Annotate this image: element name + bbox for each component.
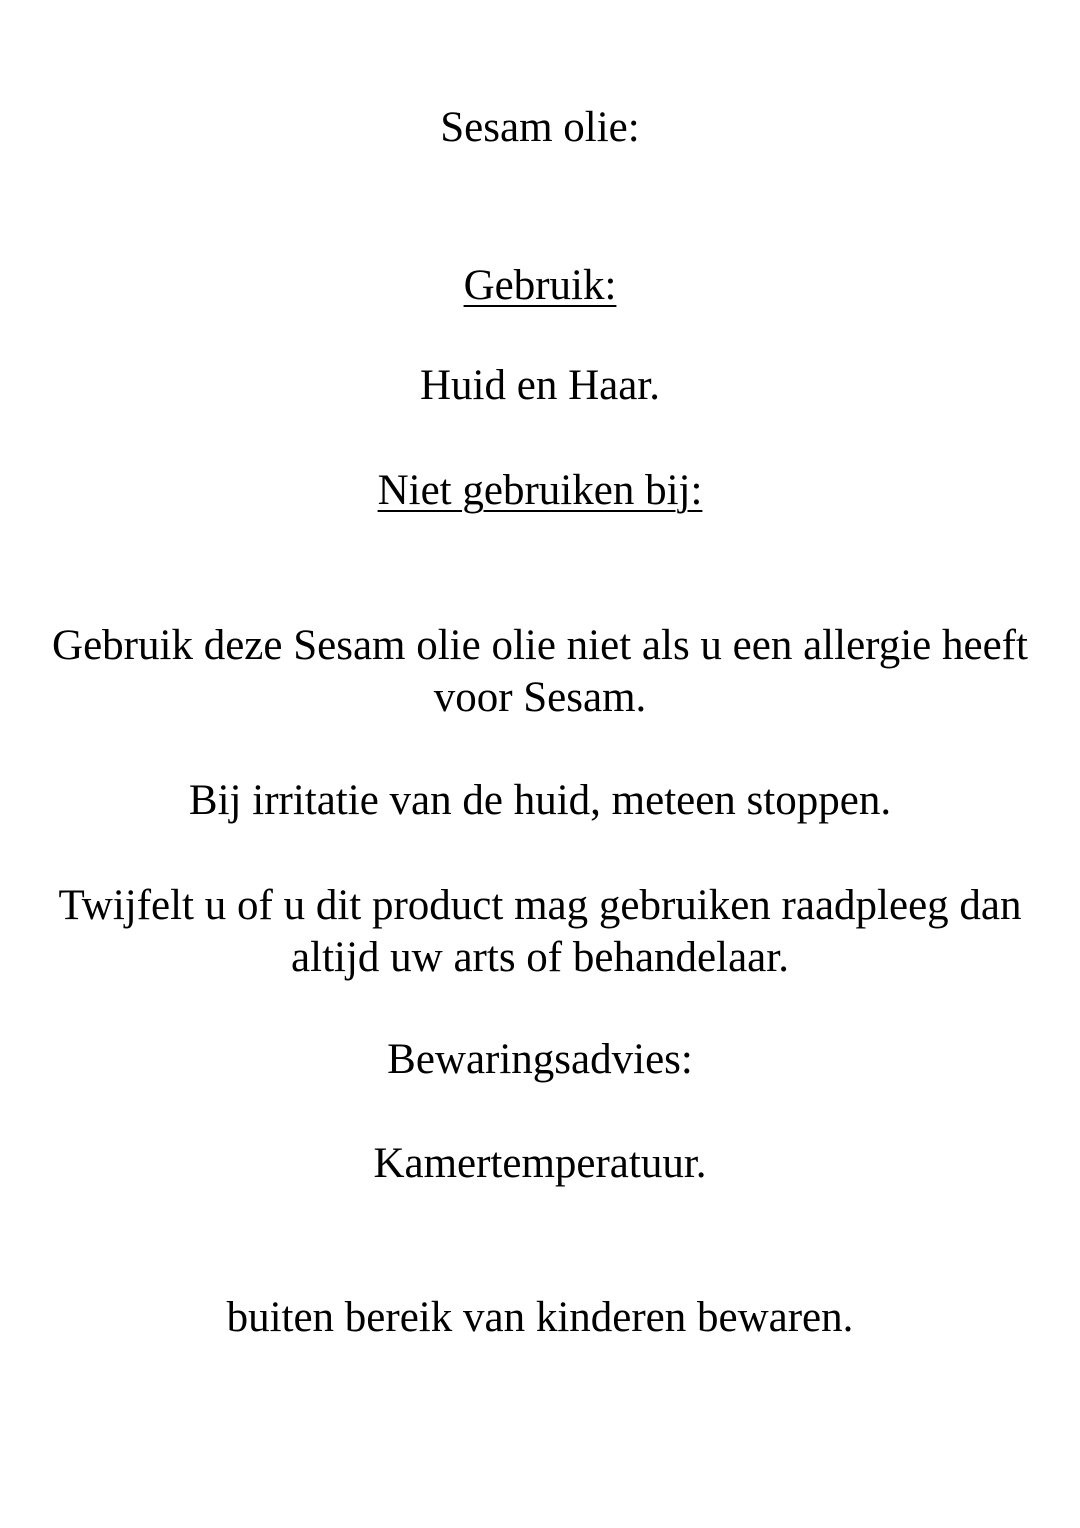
doubt-advice: [0, 880, 1080, 984]
doubt-advice-line1: Twijfelt u of u dit product mag gebruiken raadpleeg dan: [58, 882, 1022, 929]
document-title: Sesam olie:: [440, 104, 640, 151]
allergy-warning: [0, 620, 1080, 724]
usage-text: Huid en Haar.: [419, 362, 660, 409]
irritation-warning: Bij irritatie van de huid, meteen stoppen.: [188, 777, 892, 824]
usage-heading-text: Gebruik:: [463, 262, 617, 309]
contra-heading-text: Niet gebruiken bij:: [377, 467, 703, 514]
usage-heading: [0, 260, 1080, 312]
children-warning: buiten bereik van kinderen bewaren.: [226, 1294, 854, 1341]
allergy-warning-line1: Gebruik deze Sesam olie olie niet als u een allergie heeft: [52, 622, 1028, 669]
storage-heading: Bewaringsadvies:: [387, 1036, 693, 1083]
contra-heading: [0, 465, 1080, 517]
storage-text: Kamertemperatuur.: [373, 1140, 707, 1187]
doubt-advice-line2: altijd uw arts of behandelaar.: [291, 934, 789, 981]
allergy-warning-line2: voor Sesam.: [433, 674, 647, 721]
